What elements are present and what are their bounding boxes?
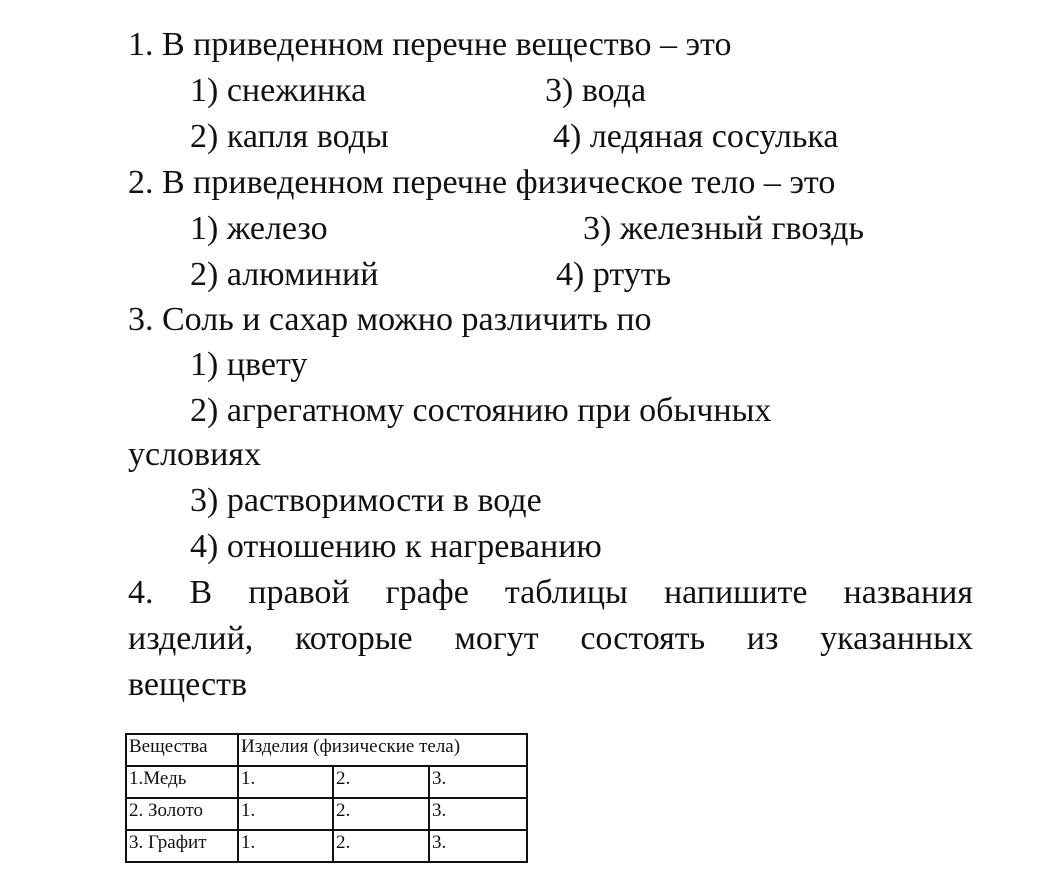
question-4-word: изделий,: [128, 620, 254, 657]
question-4-word: В: [189, 574, 213, 611]
table-cell: 2.: [333, 798, 429, 830]
question-2-option-4: 4) ртуть: [556, 256, 672, 293]
question-4-word: которые: [294, 620, 413, 657]
question-1-text: 1. В приведенном перечне вещество – это: [128, 26, 732, 63]
question-1-option-1: 1) снежинка: [190, 72, 367, 109]
table-cell: 2. Золото: [126, 798, 238, 830]
question-3-option-1: 1) цвету: [190, 346, 308, 383]
table-cell: 1.: [238, 830, 333, 862]
question-3-option-2-continued: условиях: [128, 436, 261, 473]
question-3-text: 3. Соль и сахар можно различить по: [128, 301, 652, 338]
table-cell: 1.Медь: [126, 766, 238, 798]
question-2-option-3: 3) железный гвоздь: [583, 210, 864, 247]
question-4-word: таблицы: [504, 574, 628, 611]
question-3-option-4: 4) отношению к нагреванию: [190, 528, 602, 565]
table-cell: 3. Графит: [126, 830, 238, 862]
table-cell: 1.: [238, 766, 333, 798]
question-4-word: напишите: [663, 574, 808, 611]
question-1-option-4: 4) ледяная сосулька: [553, 118, 839, 155]
question-4-word: могут: [454, 620, 539, 657]
table-header-cell: Вещества: [126, 734, 238, 766]
question-4-word: графе: [385, 574, 469, 611]
question-2-option-2: 2) алюминий: [190, 256, 379, 293]
question-4-word: состоять: [580, 620, 706, 657]
table-row: [126, 766, 527, 798]
table-header-row: [126, 734, 527, 766]
table-cell: 2.: [333, 766, 429, 798]
question-4-word: указанных: [820, 620, 973, 657]
table-cell: 2.: [333, 830, 429, 862]
question-1-option-2: 2) капля воды: [190, 118, 389, 155]
table-cell: 1.: [238, 798, 333, 830]
question-4-word: 4.: [128, 574, 154, 611]
question-3-option-3: 3) растворимости в воде: [190, 482, 542, 519]
question-3-option-2: 2) агрегатному состоянию при обычных: [190, 392, 772, 429]
question-4-line-2: [128, 619, 973, 659]
question-4-word: правой: [248, 574, 350, 611]
question-4-line-3: веществ: [128, 666, 248, 703]
question-4-word: названия: [843, 574, 973, 611]
substances-products-table: [125, 733, 528, 863]
table-cell: 3.: [429, 798, 527, 830]
question-2-text: 2. В приведенном перечне физическое тело – это: [128, 164, 836, 201]
table-row: [126, 830, 527, 862]
table-row: [126, 798, 527, 830]
question-1-option-3: 3) вода: [545, 72, 647, 109]
question-4-line-1: [128, 573, 973, 613]
table-cell: 3.: [429, 830, 527, 862]
question-2-option-1: 1) железо: [190, 210, 328, 247]
question-4-word: из: [746, 620, 779, 657]
table-cell: 3.: [429, 766, 527, 798]
table-header-cell: Изделия (физические тела): [238, 734, 527, 766]
